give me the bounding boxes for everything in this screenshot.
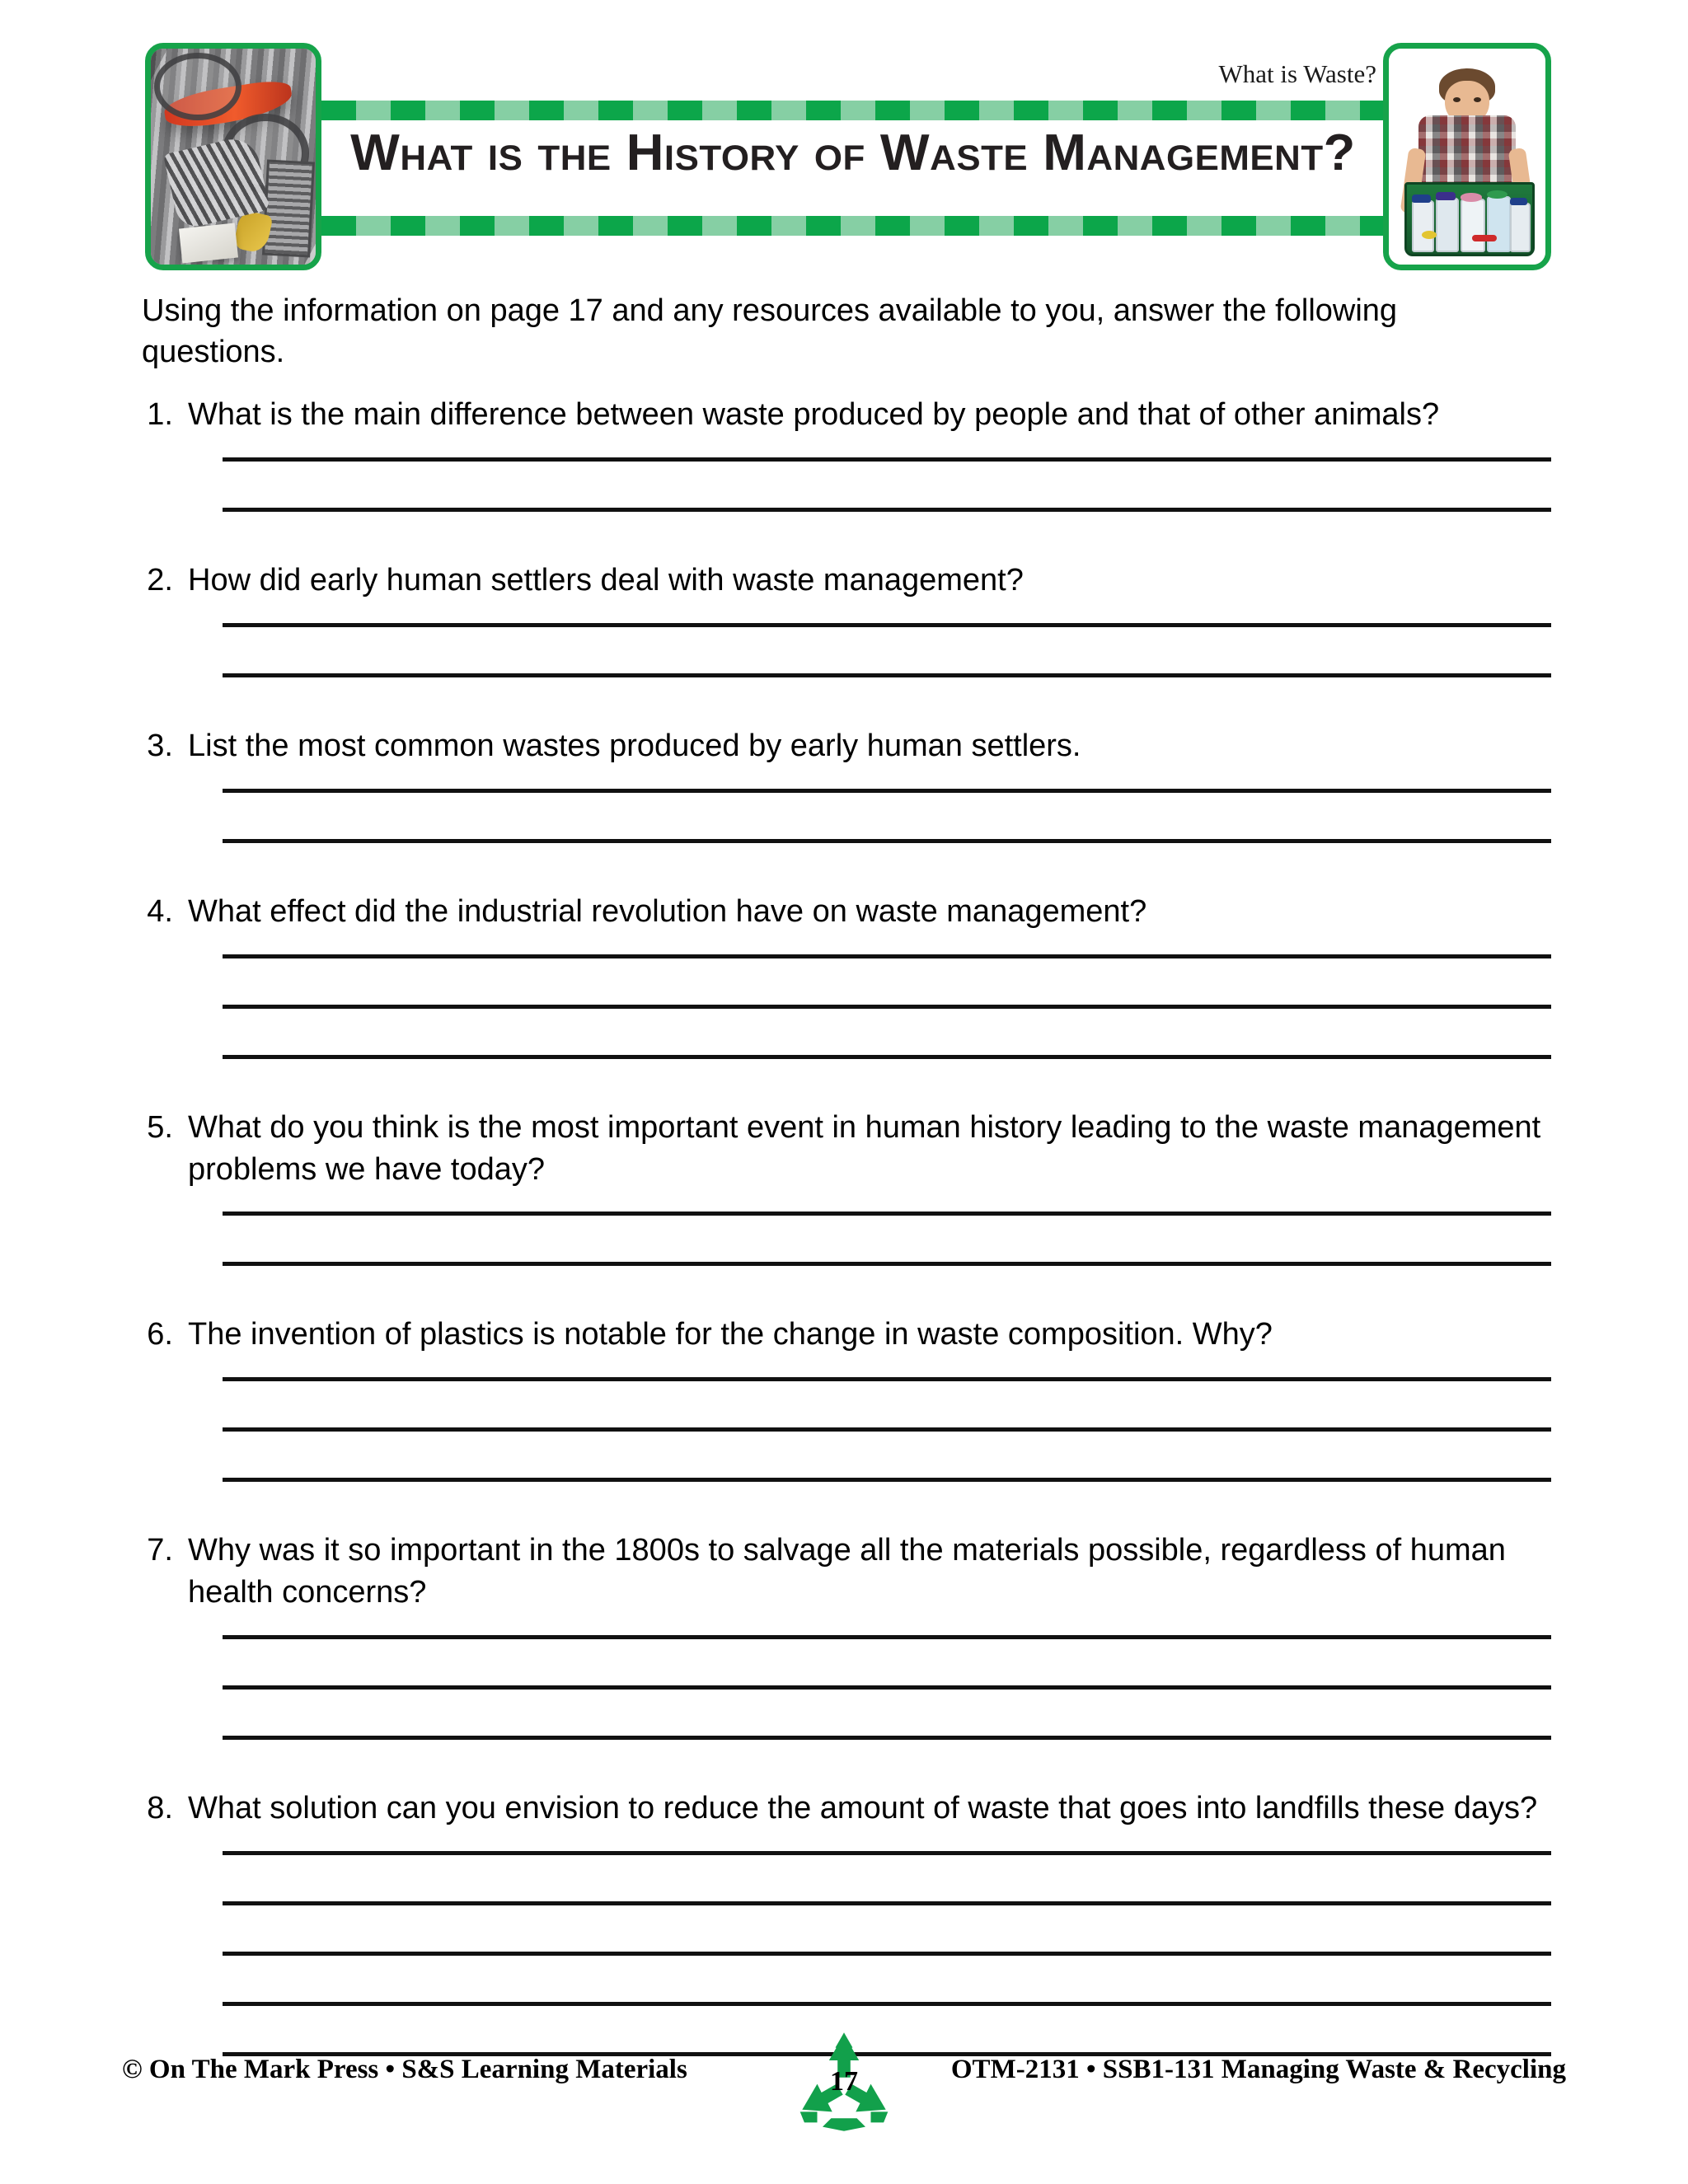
red-label-shape bbox=[1472, 235, 1497, 241]
question-row bbox=[142, 1314, 1551, 1356]
recycling-bin-shape bbox=[1404, 182, 1535, 256]
answer-line[interactable] bbox=[223, 1377, 1551, 1381]
answer-line[interactable] bbox=[223, 1212, 1551, 1216]
question-number: 7. bbox=[147, 1533, 173, 1568]
question-item bbox=[142, 891, 1551, 1059]
paper-scrap-shape bbox=[179, 223, 238, 263]
question-spacer bbox=[142, 1745, 1551, 1788]
answer-lines[interactable] bbox=[223, 954, 1551, 1059]
question-spacer bbox=[142, 682, 1551, 725]
question-row bbox=[142, 725, 1551, 767]
question-spacer bbox=[142, 1487, 1551, 1530]
bottle-cap-shape bbox=[1461, 193, 1482, 201]
question-number: 5. bbox=[147, 1109, 173, 1145]
question-spacer bbox=[142, 517, 1551, 560]
question-number: 2. bbox=[147, 562, 173, 598]
page-number: 17 bbox=[830, 2066, 858, 2097]
question-list bbox=[142, 394, 1551, 2104]
metal-radiator-shape bbox=[262, 159, 315, 257]
question-row bbox=[142, 1530, 1551, 1614]
question-text: List the most common wastes produced by early human settlers. bbox=[188, 728, 1081, 763]
answer-line[interactable] bbox=[223, 457, 1551, 462]
question-number: 3. bbox=[147, 728, 173, 763]
answer-line[interactable] bbox=[223, 1901, 1551, 1905]
page-header bbox=[0, 0, 1688, 272]
junkyard-image bbox=[151, 49, 316, 265]
header-photo-scrap-metal bbox=[145, 43, 321, 270]
bottle-cap-shape bbox=[1487, 190, 1507, 199]
answer-line[interactable] bbox=[223, 1685, 1551, 1690]
bottle-shape bbox=[1461, 199, 1485, 251]
question-number: 6. bbox=[147, 1317, 173, 1352]
bottle-shape bbox=[1487, 196, 1510, 252]
question-item bbox=[142, 1788, 1551, 2056]
question-text: Why was it so important in the 1800s to salvage all the materials possible, regardless of human health concerns? bbox=[188, 1533, 1506, 1610]
header-dashed-rule-top bbox=[321, 101, 1385, 120]
answer-lines[interactable] bbox=[223, 457, 1551, 512]
answer-lines[interactable] bbox=[223, 1635, 1551, 1740]
answer-line[interactable] bbox=[223, 954, 1551, 958]
question-spacer bbox=[142, 848, 1551, 891]
answer-line[interactable] bbox=[223, 1635, 1551, 1639]
answer-line[interactable] bbox=[223, 2002, 1551, 2006]
answer-lines[interactable] bbox=[223, 1377, 1551, 1482]
answer-line[interactable] bbox=[223, 673, 1551, 677]
page-footer bbox=[0, 2023, 1688, 2139]
page-title: What is the History of Waste Management? bbox=[350, 124, 1356, 181]
bottle-shape bbox=[1436, 198, 1459, 252]
question-spacer bbox=[142, 1271, 1551, 1314]
question-item bbox=[142, 1314, 1551, 1482]
question-text: How did early human settlers deal with waste management? bbox=[188, 562, 1024, 598]
question-row bbox=[142, 560, 1551, 602]
question-number: 4. bbox=[147, 893, 173, 929]
question-row bbox=[142, 1107, 1551, 1191]
answer-line[interactable] bbox=[223, 1262, 1551, 1266]
answer-lines[interactable] bbox=[223, 1212, 1551, 1266]
answer-lines[interactable] bbox=[223, 623, 1551, 677]
answer-line[interactable] bbox=[223, 1952, 1551, 1956]
answer-line[interactable] bbox=[223, 789, 1551, 793]
footer-product-code: OTM-2131 • SSB1-131 Managing Waste & Recycling bbox=[950, 2055, 1566, 2084]
question-item bbox=[142, 725, 1551, 843]
answer-line[interactable] bbox=[223, 623, 1551, 627]
bottle-shape bbox=[1510, 203, 1531, 251]
question-item bbox=[142, 1107, 1551, 1267]
bottle-cap-shape bbox=[1436, 192, 1456, 200]
question-item bbox=[142, 394, 1551, 512]
answer-line[interactable] bbox=[223, 1736, 1551, 1740]
question-item bbox=[142, 1530, 1551, 1740]
question-spacer bbox=[142, 1064, 1551, 1107]
question-number: 8. bbox=[147, 1791, 173, 1826]
question-row bbox=[142, 891, 1551, 933]
bottle-cap-shape bbox=[1422, 231, 1437, 239]
header-kicker: What is Waste? bbox=[1218, 59, 1376, 88]
header-photo-recycling-boy bbox=[1383, 43, 1551, 270]
intro-instructions: Using the information on page 17 and any resources available to you, answer the following questions. bbox=[142, 293, 1398, 370]
bicycle-wheel-shape bbox=[154, 53, 241, 120]
answer-lines[interactable] bbox=[223, 789, 1551, 843]
answer-line[interactable] bbox=[223, 1427, 1551, 1432]
question-text: What is the main difference between waste produced by people and that of other animals? bbox=[188, 397, 1440, 432]
question-text: What effect did the industrial revolution have on waste management? bbox=[188, 893, 1147, 929]
answer-line[interactable] bbox=[223, 508, 1551, 512]
answer-line[interactable] bbox=[223, 1851, 1551, 1855]
header-dashed-rule-bottom bbox=[321, 216, 1385, 236]
footer-copyright: © On The Mark Press • S&S Learning Materials bbox=[122, 2055, 687, 2084]
question-row bbox=[142, 1788, 1551, 1830]
question-number: 1. bbox=[147, 397, 173, 432]
question-row bbox=[142, 394, 1551, 436]
answer-line[interactable] bbox=[223, 839, 1551, 843]
answer-line[interactable] bbox=[223, 1478, 1551, 1482]
question-text: What solution can you envision to reduce the amount of waste that goes into landfills these days? bbox=[188, 1791, 1538, 1826]
bottle-shape bbox=[1412, 200, 1434, 252]
question-text: The invention of plastics is notable for the change in waste composition. Why? bbox=[188, 1317, 1273, 1352]
bottle-cap-shape bbox=[1510, 198, 1527, 205]
boy-with-bin-image bbox=[1389, 49, 1545, 265]
question-text: What do you think is the most important event in human history leading to the waste management problems we have today? bbox=[188, 1109, 1541, 1187]
answer-line[interactable] bbox=[223, 1005, 1551, 1009]
question-item bbox=[142, 560, 1551, 677]
answer-line[interactable] bbox=[223, 1055, 1551, 1059]
bottle-cap-shape bbox=[1412, 194, 1431, 203]
